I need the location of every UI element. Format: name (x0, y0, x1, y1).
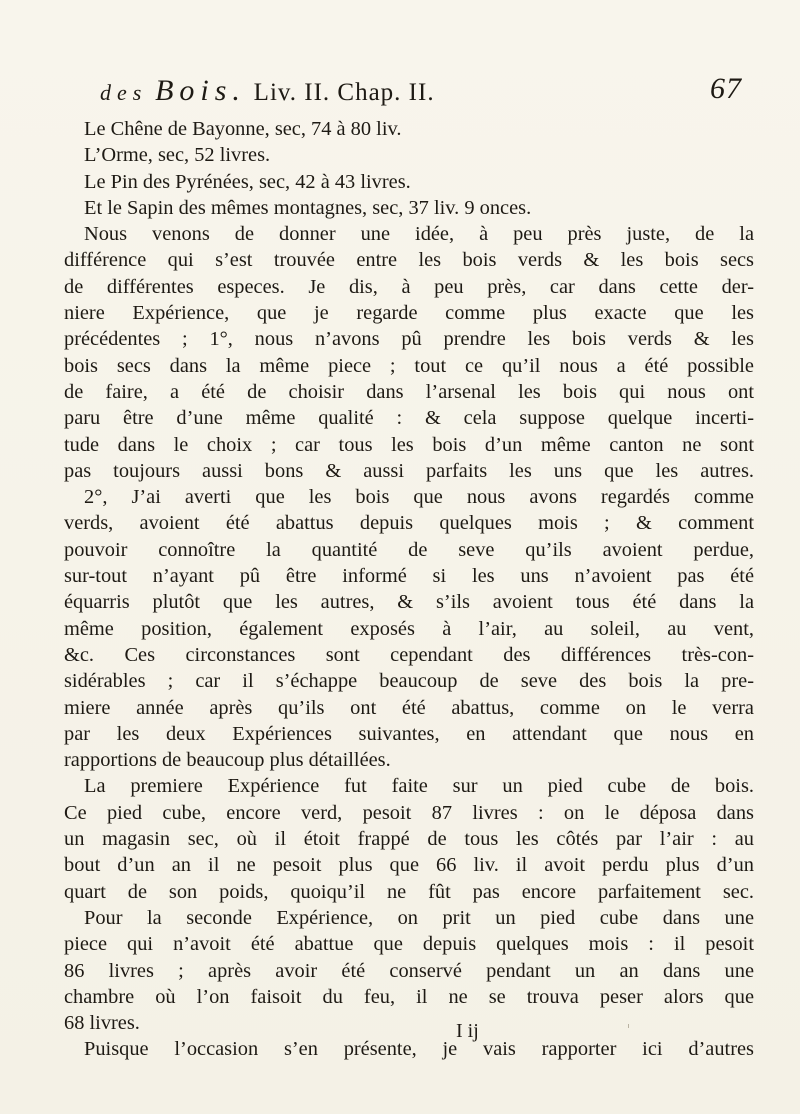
text-line: &c. Ces circonstances sont cependant des différences très-con- (64, 643, 754, 666)
text-line: verds, avoient été abattus depuis quelques mois ; & comment (64, 512, 754, 535)
running-head (100, 74, 750, 114)
text-line: précédentes ; 1°, nous n’avons pû prendre les bois verds & les (64, 328, 754, 351)
text-line: Ce pied cube, encore verd, pesoit 87 livres : on le déposa dans (64, 801, 754, 824)
text-line: Et le Sapin des mêmes montagnes, sec, 37 liv. 9 onces. (84, 196, 532, 219)
running-title (100, 74, 435, 108)
text-line: de différentes especes. Je dis, à peu près, car dans cette der- (64, 275, 754, 298)
text-line: La premiere Expérience fut faite sur un pied cube de bois. (84, 775, 754, 798)
running-title-chapter: Liv. II. Chap. II. (253, 79, 435, 106)
body-text (64, 116, 754, 1063)
running-title-bois: Bois. (155, 74, 246, 107)
text-line: paru être d’une même qualité : & cela suppose quelque incerti- (64, 407, 754, 430)
page-number: 67 (710, 72, 742, 105)
text-line: même position, également exposés à l’air, au soleil, au vent, (64, 617, 754, 640)
text-line: piece qui n’avoit été abattue que depuis quelques mois : il pesoit (64, 933, 754, 956)
text-line: 86 livres ; après avoir été conservé pendant un an dans une (64, 959, 754, 982)
text-line: bout d’un an il ne pesoit plus que 66 liv. il avoit perdu plus d’un (64, 854, 754, 877)
text-line: rapportions de beaucoup plus détaillées. (64, 749, 391, 772)
text-line: Puisque l’occasion s’en présente, je vais rapporter ici d’autres (84, 1038, 754, 1061)
text-line: pouvoir connoître la quantité de seve qu’ils avoient perdue, (64, 538, 754, 561)
text-line: L’Orme, sec, 52 livres. (84, 144, 271, 167)
text-line: quart de son poids, quoiqu’il ne fût pas encore parfaitement sec. (64, 880, 754, 903)
text-line: sur-tout n’ayant pû être informé si les uns n’avoient pas été (64, 565, 754, 588)
text-line: Nous venons de donner une idée, à peu près juste, de la (84, 223, 754, 246)
text-line: sidérables ; car il s’échappe beaucoup de seve des bois la pre- (64, 670, 754, 693)
text-line: par les deux Expériences suivantes, en attendant que nous en (64, 722, 754, 745)
text-line: équarris plutôt que les autres, & s’ils avoient tous été dans la (64, 591, 754, 614)
text-line: Pour la seconde Expérience, on prit un pied cube dans une (84, 906, 754, 929)
text-line: tude dans le choix ; car tous les bois d’un même canton ne sont (64, 433, 754, 456)
text-line: de faire, a été de choisir dans l’arsenal les bois qui nous ont (64, 380, 754, 403)
catchword: I ij (456, 1020, 479, 1042)
text-line: niere Expérience, que je regarde comme plus exacte que les (64, 302, 754, 325)
text-line: différence qui s’est trouvée entre les bois verds & les bois secs (64, 249, 754, 272)
text-line: Le Pin des Pyrénées, sec, 42 à 43 livres. (84, 170, 411, 193)
running-title-des: des (100, 80, 148, 105)
text-line: pas toujours aussi bons & aussi parfaits les uns que les autres. (64, 459, 754, 482)
text-line: chambre où l’on faisoit du feu, il ne se trouva peser alors que (64, 985, 754, 1008)
text-line: un magasin sec, où il étoit frappé de tous les côtés par l’air : au (64, 828, 754, 851)
page-blemish (624, 1024, 629, 1028)
text-line: miere année après qu’ils ont été abattus, comme on le verra (64, 696, 754, 719)
text-line: 2°, J’ai averti que les bois que nous avons regardés comme (84, 486, 754, 509)
text-line: bois secs dans la même piece ; tout ce qu’il nous a été possible (64, 354, 754, 377)
text-line: 68 livres. (64, 1012, 140, 1035)
text-line: Le Chêne de Bayonne, sec, 74 à 80 liv. (84, 118, 402, 140)
